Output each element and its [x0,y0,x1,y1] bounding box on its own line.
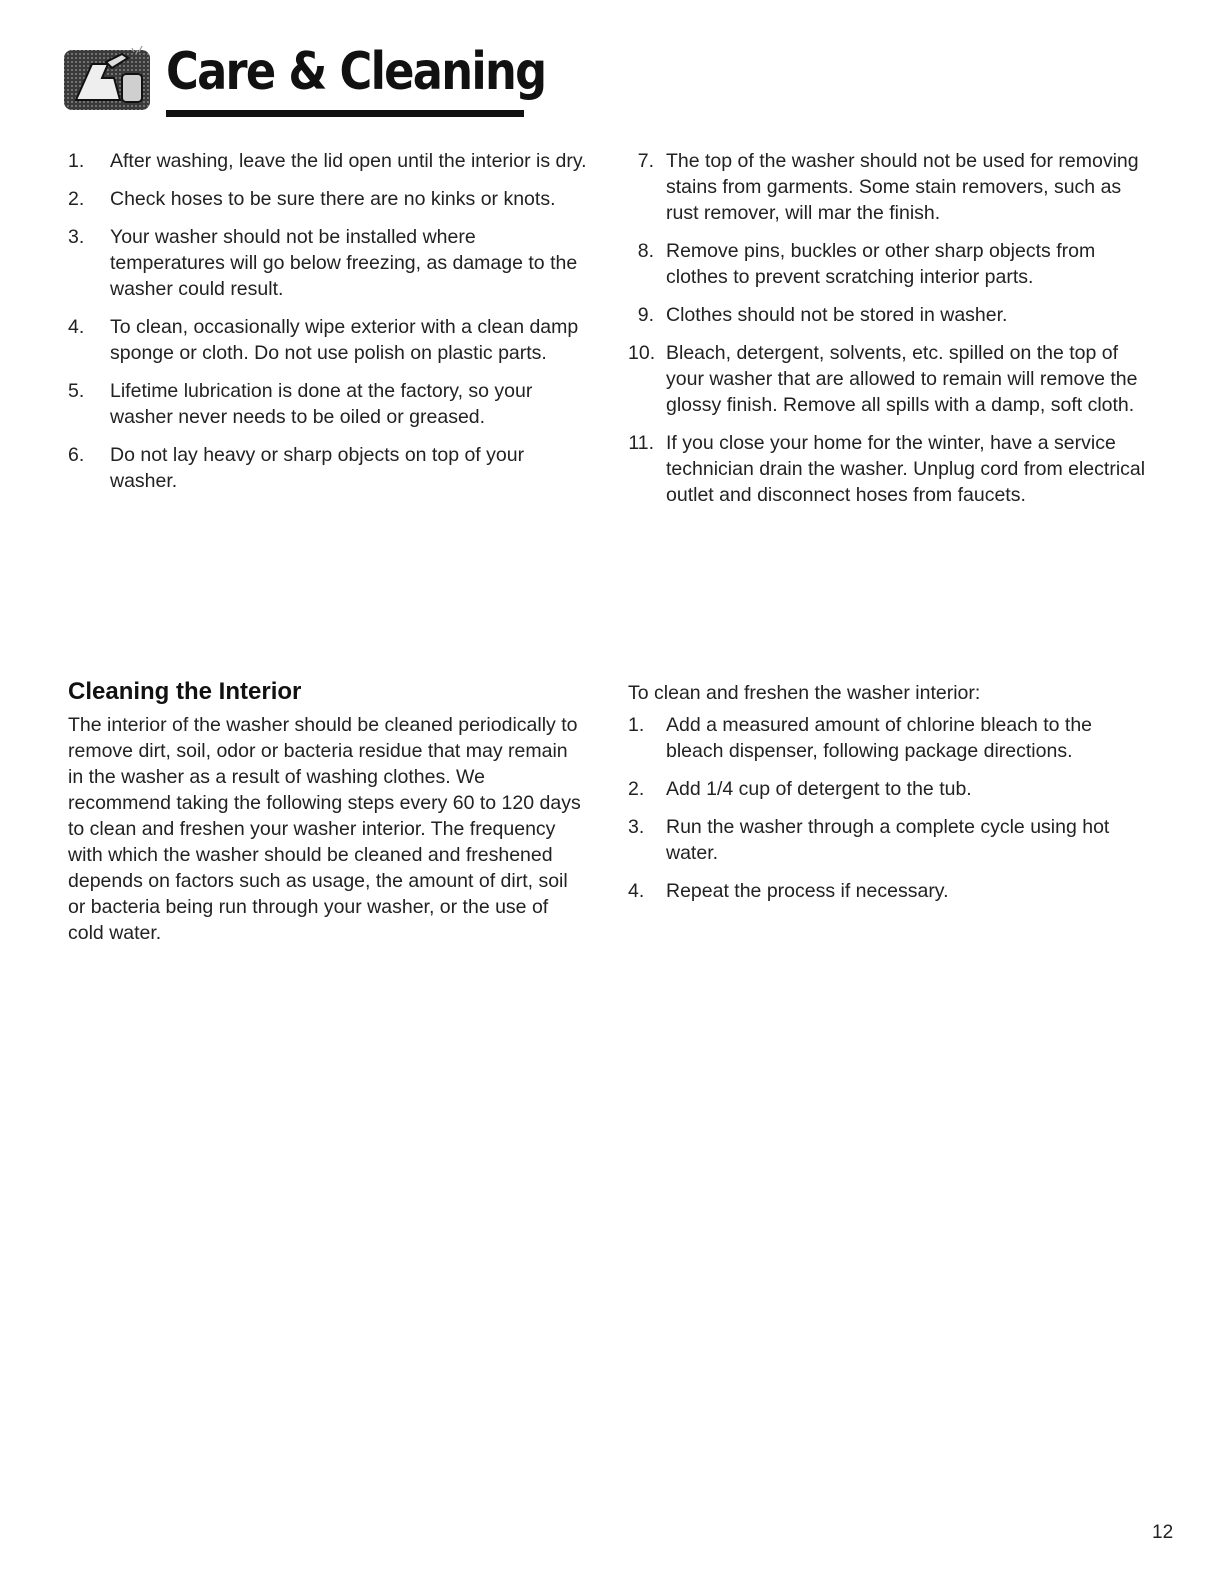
list-item [628,238,1148,290]
list-text: Repeat the process if necessary. [666,880,949,902]
cleaning-interior-section [68,678,588,946]
list-text: After washing, leave the lid open until the interior is dry. [110,150,587,172]
list-text: Check hoses to be sure there are no kinks or knots. [110,188,556,210]
list-text: To clean, occasionally wipe exterior with a clean damp sponge or cloth. Do not use polish on plastic parts. [110,316,579,364]
list-item [628,776,1148,802]
list-item [68,314,588,366]
care-list-right [628,148,1148,520]
list-number: 9. [637,304,654,326]
list-text: Add 1/4 cup of detergent to the tub. [666,778,972,800]
section-heading: Cleaning the Interior [68,678,302,705]
list-text: Clothes should not be stored in washer. [666,304,1008,326]
interior-steps-list [628,712,1148,904]
list-text: Run the washer through a complete cycle using hot water. [666,816,1110,864]
list-item [68,186,588,212]
list-item [68,224,588,302]
care-list-left [68,148,588,506]
page-title: Care & Cleaning [166,42,546,102]
list-text: The top of the washer should not be used for removing stains from garments. Some stain removers, such as rust remover, will mar the finish. [666,150,1139,224]
list-number: 7. [637,150,654,172]
list-number: 8. [637,240,654,262]
list-number: 1. [628,714,645,736]
page-number: 12 [1152,1522,1174,1543]
list-number: 2. [628,778,645,800]
steps-intro: To clean and freshen the washer interior: [628,682,981,704]
section-paragraph: The interior of the washer should be cleaned periodically to remove dirt, soil, odor or bacteria residue that may remain in the washer as a result of washing clothes. We recommend taking the following steps every 60 to 120 days to clean and freshen your washer interior. The frequency with which the washer should be cleaned and freshened depends on factors such as usage, the amount of dirt, soil or bacteria being run through your washer, or the use of cold water. [68,714,581,944]
list-number: 6. [68,444,85,466]
list-item [628,878,1148,904]
list-number: 5. [68,380,85,402]
list-text: If you close your home for the winter, have a service technician drain the washer. Unplug cord from electrical outlet and disconnect hoses from faucets. [666,432,1146,506]
list-number: 4. [68,316,85,338]
list-item [628,712,1148,764]
list-item [628,148,1148,226]
list-number: 10. [628,342,656,364]
list-item [628,340,1148,418]
list-item [68,442,588,494]
cleaning-interior-steps [628,680,1148,916]
list-number: 3. [628,816,645,838]
list-text: Add a measured amount of chlorine bleach to the bleach dispenser, following package directions. [666,714,1093,762]
list-item [628,302,1148,328]
list-text: Do not lay heavy or sharp objects on top of your washer. [110,444,525,492]
list-item [628,814,1148,866]
list-item [628,430,1148,508]
page-header [62,38,546,122]
list-number: 3. [68,226,85,248]
list-number: 4. [628,880,645,902]
list-item [68,378,588,430]
list-number: 2. [68,188,85,210]
list-number: 1. [68,150,85,172]
cleaning-spray-bottle-icon [62,44,154,114]
list-text: Remove pins, buckles or other sharp objects from clothes to prevent scratching interior parts. [666,240,1096,288]
list-text: Your washer should not be installed where temperatures will go below freezing, as damage to the washer could result. [110,226,578,300]
list-number: 11. [628,432,654,454]
list-text: Lifetime lubrication is done at the factory, so your washer never needs to be oiled or greased. [110,380,533,428]
list-text: Bleach, detergent, solvents, etc. spilled on the top of your washer that are allowed to remain will remove the glossy finish. Remove all spills with a damp, soft cloth. [666,342,1138,416]
title-underline [166,110,524,117]
list-item [68,148,588,174]
